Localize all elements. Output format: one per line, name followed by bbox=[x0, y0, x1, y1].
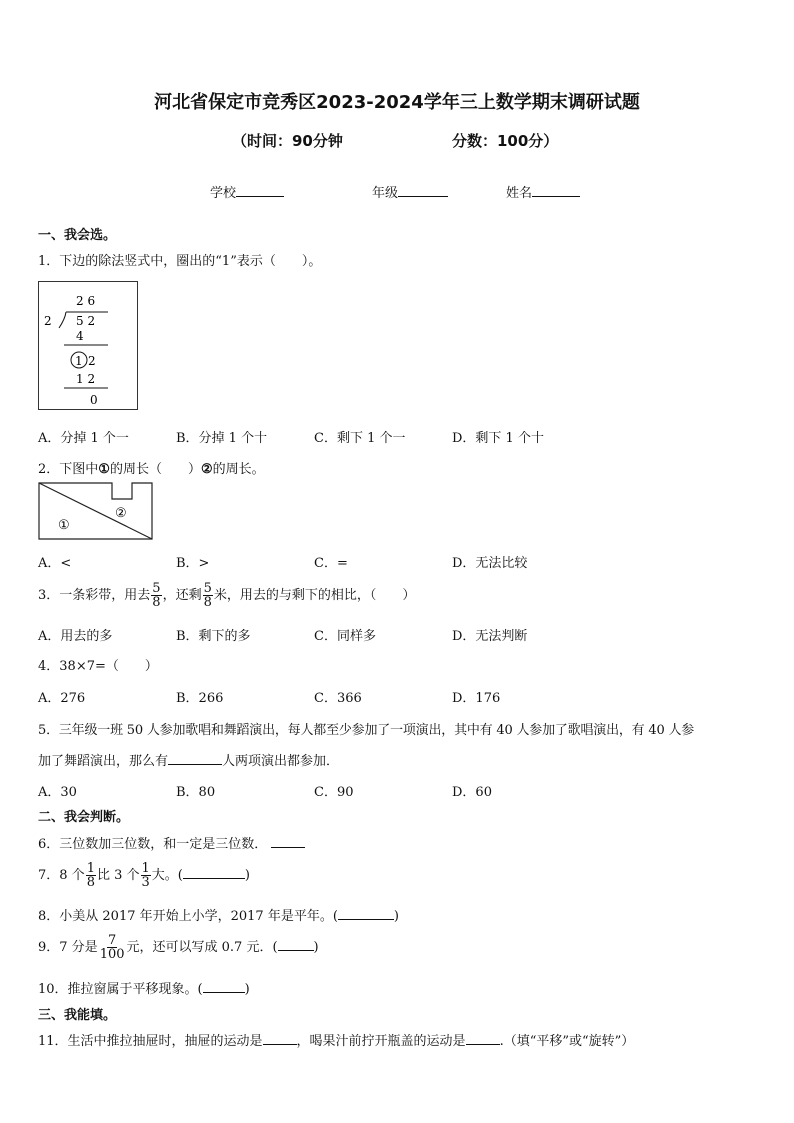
section2-heading: 二、我会判断。 bbox=[38, 810, 130, 825]
exam-time: （时间：90分钟 bbox=[232, 132, 343, 150]
name-field bbox=[506, 182, 580, 201]
q2-text-mid: 的周长（ ） bbox=[109, 462, 201, 477]
q5-option-d[interactable]: D．60 bbox=[452, 785, 492, 800]
region-2-label: ② bbox=[115, 506, 127, 521]
q8-pre: 8．小美从 2017 年开始上小学，2017 年是平年。( bbox=[38, 909, 338, 924]
q3-post: 米，用去的与剩下的相比，（ ） bbox=[213, 588, 416, 603]
q3-f2-num: 5 bbox=[203, 581, 212, 596]
q7-close: ) bbox=[244, 868, 250, 883]
q9-close: ) bbox=[313, 940, 319, 955]
q3-pre: 3．一条彩带，用去 bbox=[38, 588, 151, 603]
q10-answer-blank[interactable] bbox=[203, 980, 245, 993]
grade-field bbox=[372, 182, 448, 201]
q4-option-d[interactable]: D．176 bbox=[452, 691, 501, 706]
q7-f1-num: 1 bbox=[86, 861, 95, 876]
q3-option-c[interactable]: C．同样多 bbox=[314, 629, 376, 644]
section1-heading: 一、我会选。 bbox=[38, 228, 117, 243]
q11-text bbox=[38, 1030, 634, 1049]
q1-option-a[interactable]: A．分掉 1 个一 bbox=[38, 431, 129, 446]
q7-f1-den: 8 bbox=[86, 875, 95, 890]
q2-option-b[interactable]: B．> bbox=[176, 556, 210, 571]
q7-f2-num: 1 bbox=[141, 861, 150, 876]
q5-option-a[interactable]: A．30 bbox=[38, 785, 77, 800]
q7-text bbox=[38, 859, 250, 893]
q3-f1-num: 5 bbox=[152, 581, 161, 596]
q11-answer-blank-2[interactable] bbox=[466, 1032, 500, 1045]
name-label: 姓名 bbox=[506, 186, 533, 201]
q8-close: ) bbox=[393, 909, 399, 924]
q6-text bbox=[38, 833, 305, 852]
q5-answer-blank[interactable] bbox=[168, 752, 222, 765]
q2-option-a[interactable]: A．< bbox=[38, 556, 72, 571]
q7-fraction-1 bbox=[86, 862, 96, 889]
q7-pre: 7．8 个 bbox=[38, 868, 85, 883]
q1-division-diagram bbox=[38, 281, 139, 411]
q9-fraction bbox=[99, 934, 126, 961]
q9-answer-blank[interactable] bbox=[278, 938, 314, 951]
q5-line1: 5．三年级一班 50 人参加歌唱和舞蹈演出，每人都至少参加了一项演出，其中有 40 人参加了歌唱演出，有 40 人参 bbox=[38, 723, 695, 738]
q3-option-d[interactable]: D．无法判断 bbox=[452, 629, 528, 644]
final-remainder: 0 bbox=[90, 393, 98, 407]
q3-option-a[interactable]: A．用去的多 bbox=[38, 629, 113, 644]
q5-line2-post: 人两项演出都参加． bbox=[222, 754, 340, 769]
q4-option-a[interactable]: A．276 bbox=[38, 691, 86, 706]
q11-post: .（填“平移”或“旋转”） bbox=[499, 1034, 635, 1049]
page-title: 河北省保定市竞秀区2023-2024学年三上数学期末调研试题 bbox=[154, 92, 640, 113]
q2-figure bbox=[38, 482, 154, 540]
q1-text: 1．下边的除法竖式中，圈出的“1”表示（ ）。 bbox=[38, 254, 322, 269]
q2-mark2: ② bbox=[200, 462, 213, 477]
q5-line2-pre: 加了舞蹈演出，那么有 bbox=[38, 754, 169, 769]
figure-diagonal bbox=[39, 483, 152, 539]
grade-blank bbox=[398, 184, 448, 197]
q11-pre: 11．生活中推拉抽屉时，抽屉的运动是 bbox=[38, 1034, 263, 1049]
region-1-label: ① bbox=[58, 518, 70, 533]
q9-f-den: 100 bbox=[99, 947, 125, 962]
q2-option-d[interactable]: D．无法比较 bbox=[452, 556, 528, 571]
q7-answer-blank[interactable] bbox=[183, 866, 245, 879]
q1-option-c[interactable]: C．剩下 1 个一 bbox=[314, 431, 406, 446]
step2-text: 1 2 bbox=[76, 372, 96, 386]
q11-answer-blank-1[interactable] bbox=[263, 1032, 297, 1045]
q6-answer-blank[interactable] bbox=[271, 835, 305, 848]
q4-option-b[interactable]: B．266 bbox=[176, 691, 224, 706]
q2-text bbox=[38, 458, 265, 477]
q3-mid: ，还剩 bbox=[162, 588, 202, 603]
q10-close: ) bbox=[244, 982, 250, 997]
q2-option-c[interactable]: C．= bbox=[314, 556, 348, 571]
q2-mark1: ① bbox=[98, 462, 110, 477]
q11-mid: ，喝果汁前拧开瓶盖的运动是 bbox=[296, 1034, 466, 1049]
section3-heading: 三、我能填。 bbox=[38, 1008, 117, 1023]
q10-text bbox=[38, 978, 250, 997]
q3-text bbox=[38, 580, 415, 612]
q4-option-c[interactable]: C．366 bbox=[314, 691, 362, 706]
dividend-text: 5 2 bbox=[76, 314, 96, 328]
q10-pre: 10．推拉窗属于平移现象。( bbox=[38, 982, 203, 997]
circled-digit: 1 bbox=[75, 354, 83, 368]
q9-f-num: 7 bbox=[107, 933, 117, 948]
q7-fraction-2 bbox=[141, 862, 151, 889]
q3-fraction-1 bbox=[151, 582, 161, 609]
q6-statement: 6．三位数加三位数，和一定是三位数． bbox=[38, 837, 268, 852]
q5-option-c[interactable]: C．90 bbox=[314, 785, 354, 800]
q3-fraction-2 bbox=[203, 582, 213, 609]
q7-mid: 比 3 个 bbox=[96, 868, 140, 883]
grade-label: 年级 bbox=[372, 186, 399, 201]
q5-option-b[interactable]: B．80 bbox=[176, 785, 216, 800]
step1-text: 4 bbox=[76, 329, 84, 343]
q1-option-d[interactable]: D．剩下 1 个十 bbox=[452, 431, 544, 446]
q4-text: 4．38×7=（ ） bbox=[38, 659, 158, 674]
q1-option-b[interactable]: B．分掉 1 个十 bbox=[176, 431, 268, 446]
name-blank bbox=[532, 184, 580, 197]
divisor-text: 2 bbox=[44, 314, 52, 328]
q9-pre: 9．7 分是 bbox=[38, 940, 98, 955]
q3-option-b[interactable]: B．剩下的多 bbox=[176, 629, 251, 644]
q2-text-post: 的周长。 bbox=[212, 462, 265, 477]
q3-f2-den: 8 bbox=[203, 595, 212, 610]
q7-post: 大。( bbox=[151, 868, 183, 883]
school-label: 学校 bbox=[210, 186, 237, 201]
q9-text bbox=[38, 930, 319, 966]
exam-score: 分数：100分） bbox=[452, 132, 559, 150]
school-blank bbox=[236, 184, 284, 197]
q2-text-pre: 2．下图中 bbox=[38, 462, 99, 477]
division-bracket bbox=[59, 312, 66, 328]
q8-answer-blank[interactable] bbox=[338, 907, 394, 920]
school-field bbox=[210, 182, 284, 201]
q3-f1-den: 8 bbox=[152, 595, 161, 610]
quotient-text: 2 6 bbox=[76, 294, 96, 308]
remainder-digit: 2 bbox=[88, 354, 96, 368]
q9-post: 元，还可以写成 0.7 元．( bbox=[126, 940, 278, 955]
q5-line2 bbox=[38, 750, 339, 769]
q8-text bbox=[38, 905, 399, 924]
q7-f2-den: 3 bbox=[141, 875, 150, 890]
